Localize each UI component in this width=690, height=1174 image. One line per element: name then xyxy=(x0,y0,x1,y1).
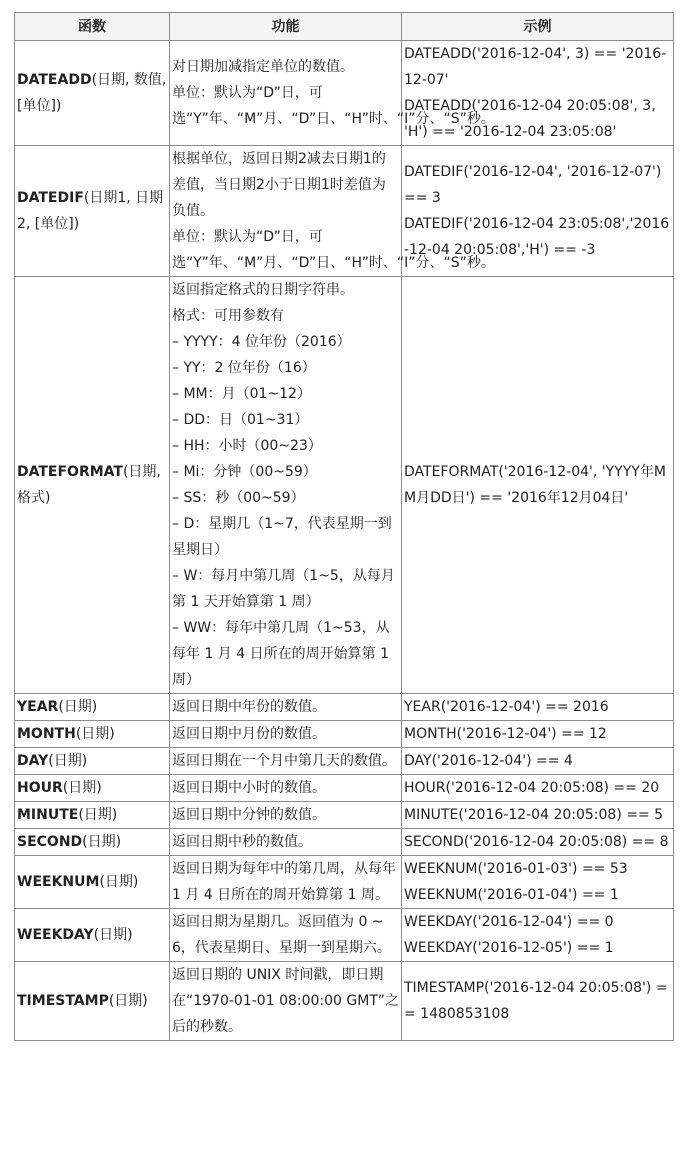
table-row xyxy=(15,909,674,962)
description-line: 根据单位，返回日期2减去日期1的差值，当日期2小于日期1时差值为负值。 xyxy=(172,151,386,219)
function-args: (日期) xyxy=(82,834,122,850)
description-line: 返回日期中分钟的数值。 xyxy=(172,807,326,823)
description-line: 返回日期中秒的数值。 xyxy=(172,834,312,850)
header-example: 示例 xyxy=(402,13,674,41)
function-signature-cell xyxy=(15,829,170,856)
table-row xyxy=(15,775,674,802)
function-args: (日期1, 日期2, [单位]) xyxy=(17,190,164,232)
function-example-cell xyxy=(402,962,674,1041)
example-line: DAY('2016-12-04') == 4 xyxy=(404,753,573,769)
function-name: MINUTE xyxy=(17,807,79,823)
example-line: DATEFORMAT('2016-12-04', 'YYYY年MM月DD日') == '2016年12月04日' xyxy=(404,464,666,506)
function-name: SECOND xyxy=(17,834,83,850)
table-row xyxy=(15,856,674,909)
description-line: 返回日期中小时的数值。 xyxy=(172,780,326,796)
function-example-cell xyxy=(402,146,674,277)
table-row xyxy=(15,277,674,694)
date-function-table xyxy=(14,12,674,1041)
function-args: (日期) xyxy=(108,993,148,1009)
function-description-cell xyxy=(170,277,402,694)
example-line: HOUR('2016-12-04 20:05:08) == 20 xyxy=(404,780,660,796)
example-line: SECOND('2016-12-04 20:05:08) == 8 xyxy=(404,834,669,850)
header-feature: 功能 xyxy=(170,13,402,41)
function-signature-cell xyxy=(15,775,170,802)
function-name: HOUR xyxy=(17,780,63,796)
function-example-cell xyxy=(402,277,674,694)
function-signature-cell xyxy=(15,721,170,748)
example-line: WEEKDAY('2016-12-05') == 1 xyxy=(404,940,614,956)
function-args: (日期) xyxy=(75,726,115,742)
function-description-cell xyxy=(170,856,402,909)
description-line: 返回日期在一个月中第几天的数值。 xyxy=(172,753,396,769)
description-line: – SS：秒（00~59） xyxy=(172,490,305,506)
function-args: (日期, 数值, [单位]) xyxy=(17,72,167,114)
function-args: (日期) xyxy=(99,874,139,890)
description-line: 单位：默认为“D”日，可选“Y”年、“M”月、“D”日、“H”时、“I”分、“S”秒。 xyxy=(172,229,495,271)
table-row xyxy=(15,146,674,277)
function-signature-cell xyxy=(15,748,170,775)
function-args: (日期, 格式) xyxy=(17,464,161,506)
description-line: – YYYY：4 位年份（2016） xyxy=(172,334,351,350)
example-line: DATEADD('2016-12-04', 3) == '2016-12-07' xyxy=(404,46,667,88)
table-header-row xyxy=(15,13,674,41)
function-description-cell xyxy=(170,721,402,748)
description-line: 返回日期为星期几。返回值为 0 ~ 6，代表星期日、星期一到星期六。 xyxy=(172,914,391,956)
table-row xyxy=(15,829,674,856)
function-example-cell xyxy=(402,694,674,721)
function-description-cell xyxy=(170,694,402,721)
function-example-cell xyxy=(402,909,674,962)
function-signature-cell xyxy=(15,962,170,1041)
function-name: DATEFORMAT xyxy=(17,464,123,480)
example-line: DATEDIF('2016-12-04 23:05:08','2016-12-04 20:05:08','H') == -3 xyxy=(404,216,670,258)
example-line: DATEDIF('2016-12-04', '2016-12-07') == 3 xyxy=(404,164,662,206)
function-example-cell xyxy=(402,41,674,146)
function-args: (日期) xyxy=(48,753,88,769)
table-row xyxy=(15,962,674,1041)
function-example-cell xyxy=(402,721,674,748)
example-line: MONTH('2016-12-04') == 12 xyxy=(404,726,607,742)
description-line: 返回日期为每年中的第几周，从每年 1 月 4 日所在的周开始算第 1 周。 xyxy=(172,861,396,903)
header-function: 函数 xyxy=(15,13,170,41)
example-line: MINUTE('2016-12-04 20:05:08) == 5 xyxy=(404,807,664,823)
table-body xyxy=(15,41,674,1041)
description-line: – WW：每年中第几周（1~53，从每年 1 月 4 日所在的周开始算第 1 周） xyxy=(172,620,390,688)
function-example-cell xyxy=(402,802,674,829)
function-description-cell xyxy=(170,41,495,146)
function-signature-cell xyxy=(15,856,170,909)
function-signature-cell xyxy=(15,146,170,277)
table-row xyxy=(15,41,674,146)
function-name: DATEDIF xyxy=(17,190,84,206)
description-line: 格式：可用参数有 xyxy=(172,308,284,324)
function-description-cell xyxy=(170,802,402,829)
function-args: (日期) xyxy=(58,699,98,715)
function-name: DATEADD xyxy=(17,72,92,88)
description-line: – HH：小时（00~23） xyxy=(172,438,322,454)
description-line: 返回日期中月份的数值。 xyxy=(172,726,326,742)
table-row xyxy=(15,721,674,748)
example-line: WEEKNUM('2016-01-04') == 1 xyxy=(404,887,619,903)
example-line: YEAR('2016-12-04') == 2016 xyxy=(404,699,609,715)
function-example-cell xyxy=(402,829,674,856)
function-name: WEEKDAY xyxy=(17,927,94,943)
function-args: (日期) xyxy=(93,927,133,943)
function-example-cell xyxy=(402,775,674,802)
description-line: 返回指定格式的日期字符串。 xyxy=(172,282,354,298)
description-line: – YY：2 位年份（16） xyxy=(172,360,316,376)
function-description-cell xyxy=(170,962,402,1041)
function-example-cell xyxy=(402,856,674,909)
description-line: – MM：月（01~12） xyxy=(172,386,311,402)
function-signature-cell xyxy=(15,802,170,829)
table-row xyxy=(15,802,674,829)
function-name: DAY xyxy=(17,753,49,769)
function-signature-cell xyxy=(15,277,170,694)
description-line: – W：每月中第几周（1~5，从每月第 1 天开始算第 1 周） xyxy=(172,568,395,610)
description-line: – D：星期几（1~7，代表星期一到星期日） xyxy=(172,516,392,558)
function-name: TIMESTAMP xyxy=(17,993,109,1009)
function-name: YEAR xyxy=(17,699,59,715)
function-signature-cell xyxy=(15,41,170,146)
description-line: 返回日期中年份的数值。 xyxy=(172,699,326,715)
function-description-cell xyxy=(170,748,402,775)
function-name: WEEKNUM xyxy=(17,874,100,890)
example-line: WEEKDAY('2016-12-04') == 0 xyxy=(404,914,614,930)
description-line: 对日期加减指定单位的数值。 xyxy=(172,59,354,75)
example-line: WEEKNUM('2016-01-03') == 53 xyxy=(404,861,628,877)
function-args: (日期) xyxy=(78,807,118,823)
function-name: MONTH xyxy=(17,726,76,742)
function-description-cell xyxy=(170,146,495,277)
function-description-cell xyxy=(170,775,402,802)
table-row xyxy=(15,748,674,775)
function-description-cell xyxy=(170,909,402,962)
function-signature-cell xyxy=(15,694,170,721)
description-line: 单位：默认为“D”日，可选“Y”年、“M”月、“D”日、“H”时、“I”分、“S”秒。 xyxy=(172,85,495,127)
function-description-cell xyxy=(170,829,402,856)
function-args: (日期) xyxy=(62,780,102,796)
function-example-cell xyxy=(402,748,674,775)
function-signature-cell xyxy=(15,909,170,962)
description-line: – DD：日（01~31） xyxy=(172,412,309,428)
example-line: TIMESTAMP('2016-12-04 20:05:08') == 1480853108 xyxy=(404,980,668,1022)
description-line: – Mi：分钟（00~59） xyxy=(172,464,317,480)
example-line: DATEADD('2016-12-04 20:05:08', 3, 'H') == '2016-12-04 23:05:08' xyxy=(404,98,656,140)
description-line: 返回日期的 UNIX 时间戳，即日期在“1970-01-01 08:00:00 GMT”之后的秒数。 xyxy=(172,967,399,1035)
table-row xyxy=(15,694,674,721)
